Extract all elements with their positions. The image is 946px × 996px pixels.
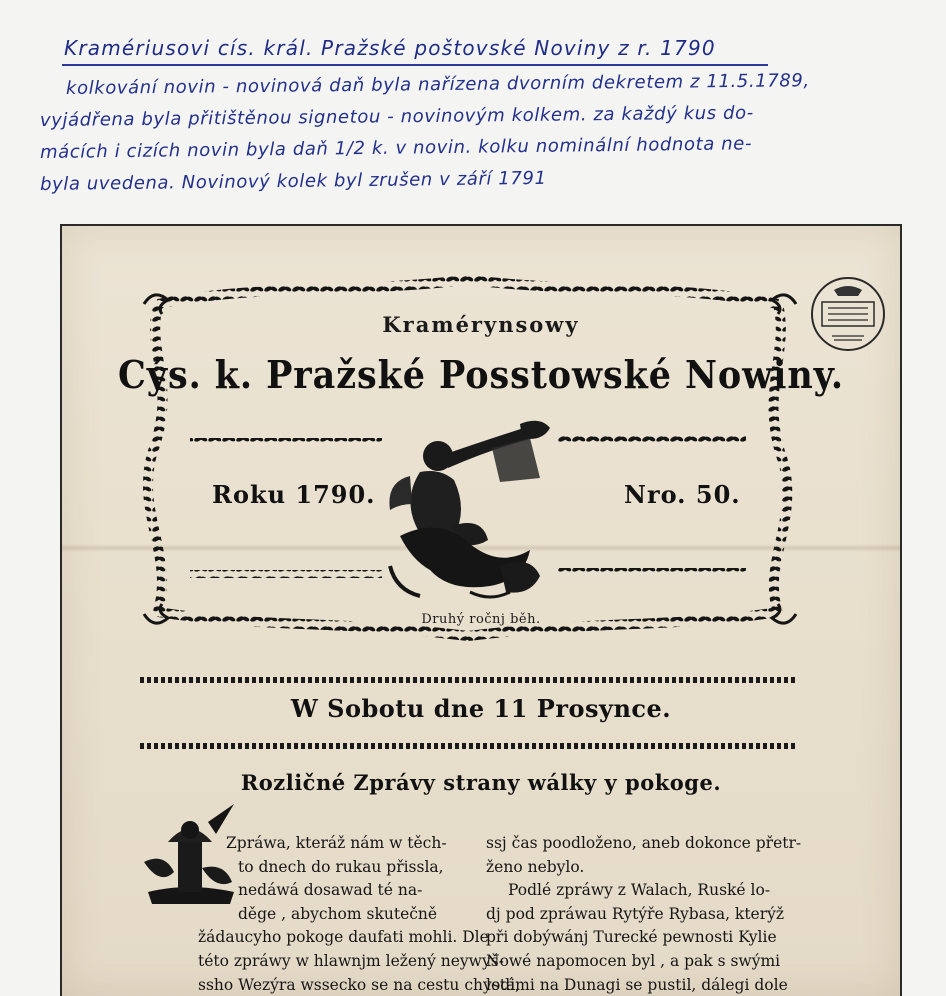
annotation-underline	[62, 64, 768, 66]
annotation-line: vyjádřena byla přitištěnou signetou - novinovým kolkem. za každý kus do-	[39, 102, 754, 131]
article-line: lodimi na Dunagi se pustil, dálegi dole	[486, 975, 788, 994]
article-line: ssj čas poodloženo, aneb dokonce přetr-	[486, 834, 802, 852]
article-column-left	[198, 832, 521, 996]
masthead-subtitle: Druhý ročnj běh.	[421, 612, 541, 627]
article-line: ssho Wezýra wssecko se na cestu chystá,	[198, 975, 521, 994]
newspaper-page	[60, 224, 902, 996]
issue-date: W Sobotu dne 11 Prosynce.	[290, 694, 672, 723]
masthead-title: Cýs. k. Pražské Posstowské Nowiny.	[118, 352, 844, 397]
article-line: Podlé zpráwy z Walach, Ruské lo-	[508, 881, 771, 900]
handwritten-annotation	[0, 0, 946, 215]
annotation-line: mácích i cizích novin byla daň 1/2 k. v novin. kolku nominální hodnota ne-	[39, 133, 753, 163]
decorative-rule-bottom	[140, 740, 796, 752]
decorative-rule-top	[140, 674, 796, 686]
masthead-publisher: Kramérynsowy	[382, 312, 580, 337]
article-line: to dnech do rukau přissla,	[238, 857, 444, 876]
article-line: ženo nebylo.	[486, 857, 585, 876]
newspaper-tax-stamp	[808, 274, 888, 354]
article-line: dj pod zpráwau Rytýře Rybasa, kterýž	[486, 904, 785, 923]
article-line: děge , abychom skutečně	[238, 904, 438, 923]
issue-number: Nro. 50.	[624, 480, 741, 509]
herald-cherub-illustration	[380, 416, 560, 606]
article-line: této zpráwy w hlawnjm ležený neywyš-	[198, 951, 504, 970]
article-line: Zpráwa, kteráž nám w těch-	[226, 834, 447, 852]
section-heading: Rozličné Zprávy strany wálky y pokoge.	[240, 770, 722, 795]
article-line: žádaucyho pokoge daufati mohli. Dle	[198, 928, 489, 947]
article-column-right	[486, 832, 808, 996]
issue-year: Roku 1790.	[212, 480, 376, 509]
annotation-line: byla uvedena. Novinový kolek byl zrušen v září 1791	[39, 167, 547, 195]
annotation-line: kolkování novin - novinová daň byla nařízena dvorním dekretem z 11.5.1789,	[65, 70, 810, 99]
article-line: při dobýwánj Turecké pewnosti Kylie	[486, 928, 777, 947]
article-line: nedáwá dosawad té na-	[238, 881, 423, 900]
annotation-title: Kramériusovi cís. král. Pražské poštovské Noviny z r. 1790	[64, 36, 716, 60]
article-line: Nowé napomocen byl , a pak s swými	[486, 951, 781, 970]
